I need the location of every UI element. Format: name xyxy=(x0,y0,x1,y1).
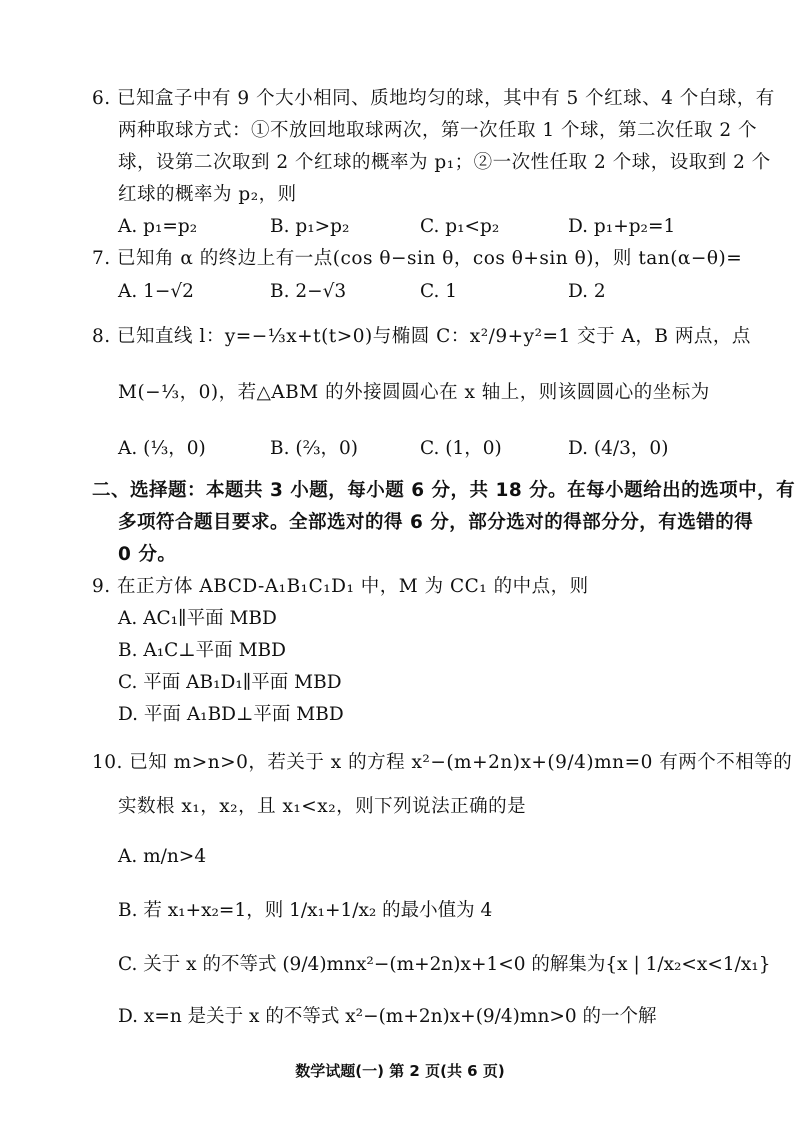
q9-line-1: 9. 在正方体 ABCD-A₁B₁C₁D₁ 中，M 为 CC₁ 的中点，则 xyxy=(92,576,589,597)
q9-option-b: B. A₁C⊥平面 MBD xyxy=(118,640,286,661)
q10-option-b: B. 若 x₁+x₂=1，则 1/x₁+1/x₂ 的最小值为 4 xyxy=(118,900,493,921)
section-2-line-1: 二、选择题：本题共 3 小题，每小题 6 分，共 18 分。在每小题给出的选项中，有 xyxy=(92,480,796,501)
q7-option-d: D. 2 xyxy=(568,281,606,302)
q6-option-b: B. p₁>p₂ xyxy=(270,216,350,237)
q9-option-c: C. 平面 AB₁D₁∥平面 MBD xyxy=(118,672,342,693)
section-2-line-3: 0 分。 xyxy=(118,544,177,565)
q6-option-c: C. p₁<p₂ xyxy=(420,216,500,237)
q6-line-2: 两种取球方式：①不放回地取球两次，第一次任取 1 个球，第二次任取 2 个 xyxy=(118,120,758,141)
q10-option-d: D. x=n 是关于 x 的不等式 x²−(m+2n)x+(9/4)mn>0 的一个解 xyxy=(118,1006,657,1027)
q8-line-1: 8. 已知直线 l：y=−⅓x+t(t>0)与椭圆 C：x²/9+y²=1 交于 A，B 两点，点 xyxy=(92,326,751,347)
q7-option-a: A. 1−√2 xyxy=(118,281,194,302)
q10-option-c: C. 关于 x 的不等式 (9/4)mnx²−(m+2n)x+1<0 的解集为{x | 1/x₂<x<1/x₁} xyxy=(118,954,771,975)
q8-option-d: D. (4/3，0) xyxy=(568,438,669,459)
q10-option-a: A. m/n>4 xyxy=(118,846,207,867)
q9-option-a: A. AC₁∥平面 MBD xyxy=(118,608,277,629)
q8-option-c: C. (1，0) xyxy=(420,438,502,459)
section-2-line-2: 多项符合题目要求。全部选对的得 6 分，部分选对的得部分分，有选错的得 xyxy=(118,512,754,533)
q6-line-4: 红球的概率为 p₂，则 xyxy=(118,184,297,205)
q10-line-1: 10. 已知 m>n>0，若关于 x 的方程 x²−(m+2n)x+(9/4)mn=0 有两个不相等的 xyxy=(92,752,793,773)
q8-option-b: B. (⅔，0) xyxy=(270,438,358,459)
q8-line-2: M(−⅓，0)，若△ABM 的外接圆圆心在 x 轴上，则该圆圆心的坐标为 xyxy=(118,382,710,403)
page-footer: 数学试题(一) 第 2 页(共 6 页) xyxy=(295,1062,505,1080)
q7-option-b: B. 2−√3 xyxy=(270,281,347,302)
q8-option-a: A. (⅓，0) xyxy=(118,438,206,459)
q7-line-1: 7. 已知角 α 的终边上有一点(cos θ−sin θ，cos θ+sin θ)，则 tan(α−θ)= xyxy=(92,248,743,269)
q6-option-a: A. p₁=p₂ xyxy=(118,216,198,237)
q6-option-d: D. p₁+p₂=1 xyxy=(568,216,676,237)
q6-line-1: 6. 已知盒子中有 9 个大小相同、质地均匀的球，其中有 5 个红球、4 个白球，有 xyxy=(92,88,775,109)
q10-line-2: 实数根 x₁，x₂，且 x₁<x₂，则下列说法正确的是 xyxy=(118,796,527,817)
q6-line-3: 球，设第二次取到 2 个红球的概率为 p₁；②一次性任取 2 个球，设取到 2 个 xyxy=(118,152,771,173)
q7-option-c: C. 1 xyxy=(420,281,458,302)
q9-option-d: D. 平面 A₁BD⊥平面 MBD xyxy=(118,704,344,725)
